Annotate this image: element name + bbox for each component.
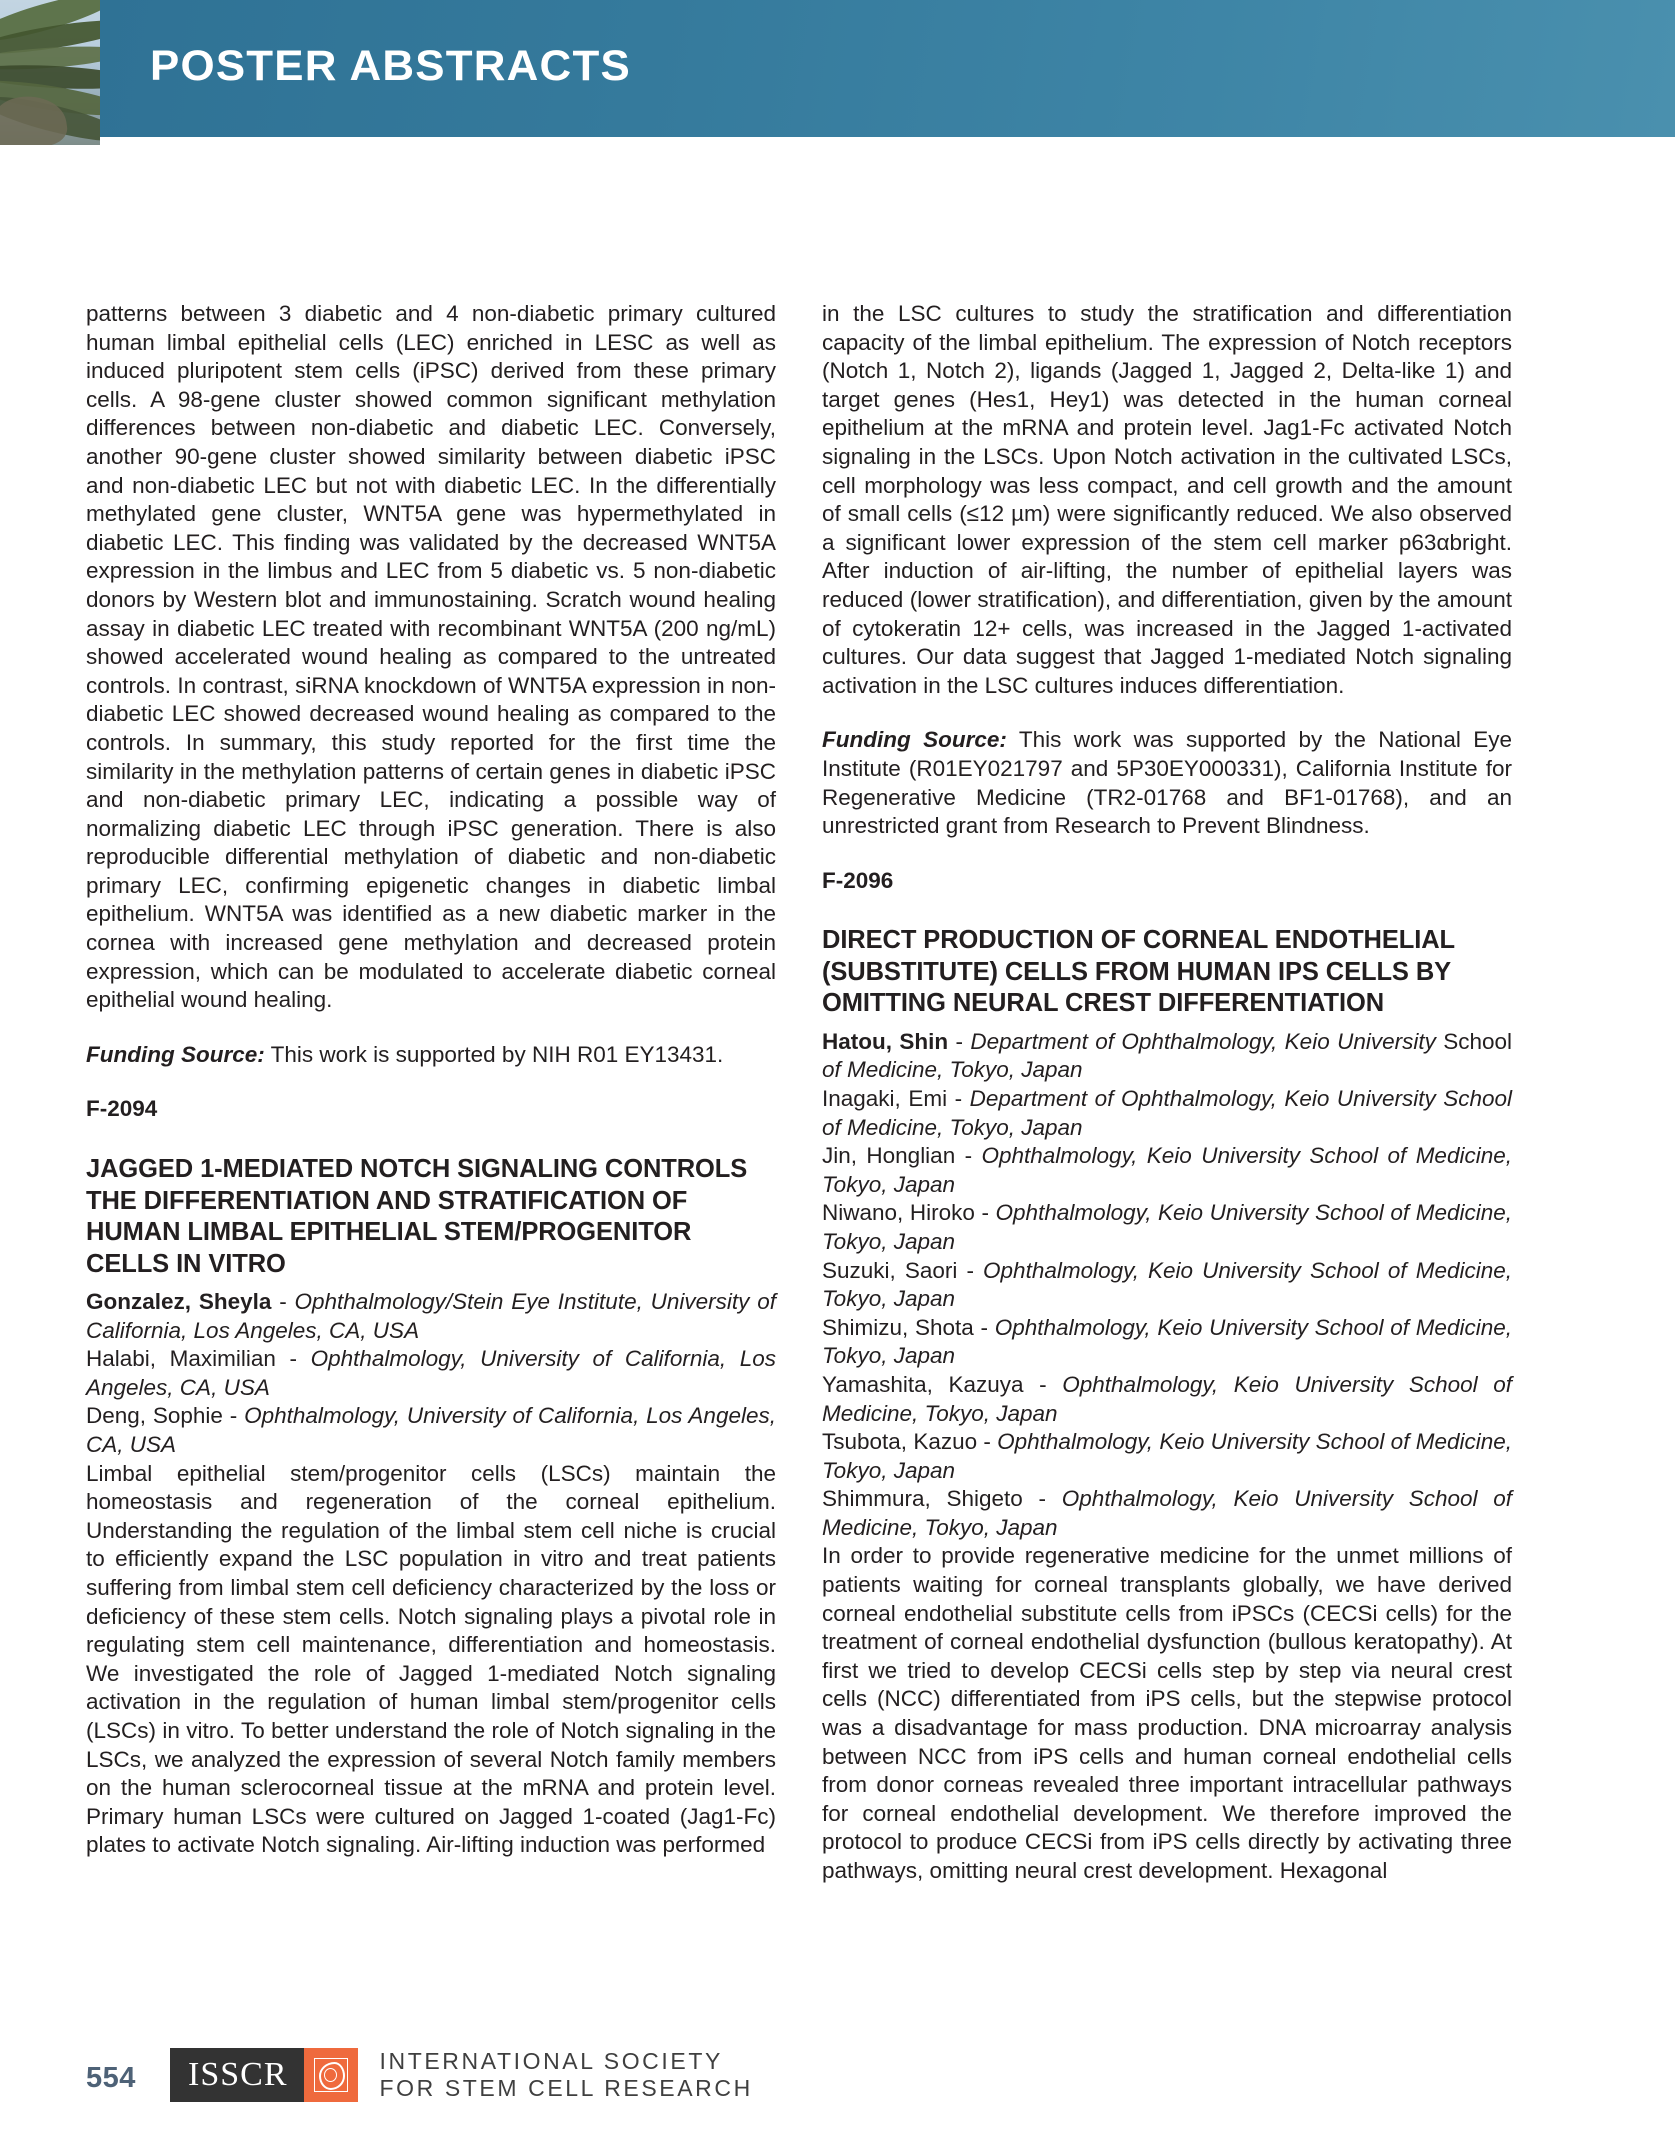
author-name: Shimmura, Shigeto xyxy=(822,1486,1023,1512)
author-affiliation: Ophthalmology, Keio University School of Medicine, Tokyo, Japan xyxy=(822,1371,1512,1426)
funding-source-label: Funding Source: xyxy=(822,727,1007,753)
author-separator: - xyxy=(947,1085,970,1111)
funding-source-text: This work is supported by NIH R01 EY13431. xyxy=(264,1041,724,1067)
author-separator: - xyxy=(955,1143,982,1169)
organization-name-line1: INTERNATIONAL SOCIETY xyxy=(379,2048,723,2074)
author-affiliation: Ophthalmology/Stein Eye Institute, University of California, Los Angeles, CA, USA xyxy=(86,1289,776,1343)
author-name: Jin, Honglian xyxy=(822,1143,956,1169)
isscr-emblem-tile xyxy=(304,2048,358,2102)
author-affiliation: Ophthalmology, University of California, Los Angeles, CA, USA xyxy=(86,1346,776,1400)
page-footer xyxy=(0,2040,1675,2110)
author-name: Niwano, Hiroko xyxy=(822,1200,975,1226)
left-column xyxy=(86,300,776,1886)
page-header-banner xyxy=(0,0,1675,145)
author-separator: - xyxy=(973,1314,995,1340)
author-separator: - xyxy=(222,1403,245,1429)
author-name: Halabi, Maximilian xyxy=(86,1346,276,1372)
author-entry xyxy=(86,1289,776,1343)
abstract-title-f2096: DIRECT PRODUCTION OF CORNEAL ENDOTHELIAL (SUBSTITUTE) CELLS FROM HUMAN IPS CELLS BY OMITTING NEURAL CREST DIFFERENTIATION xyxy=(822,926,1455,1018)
author-affiliation: Department of Ophthalmology, Keio University School of Medicine, Tokyo, Japan xyxy=(822,1085,1513,1140)
abstract-id-f2096: F-2096 xyxy=(822,867,894,893)
author-name: Deng, Sophie xyxy=(86,1403,223,1429)
isscr-logo xyxy=(170,2048,753,2102)
author-separator: - xyxy=(977,1429,998,1455)
author-separator: - xyxy=(275,1346,311,1372)
author-entry xyxy=(822,1486,1512,1540)
author-affiliation: Ophthalmology, Keio University School of Medicine, Tokyo, Japan xyxy=(822,1257,1512,1312)
author-entry xyxy=(822,1143,1512,1197)
author-name: Hatou, Shin xyxy=(822,1028,949,1054)
author-list-f2096 xyxy=(822,1028,1512,1543)
author-affiliation: Ophthalmology, Keio University School of Medicine, Tokyo, Japan xyxy=(822,1200,1512,1254)
funding-source-paragraph xyxy=(822,726,1512,840)
abstract-body-f2096: In order to provide regenerative medicine for the unmet millions of patients waiting for corneal transplants globally, we have derived corneal endothelial substitute cells from iPSCs (CECSi cells) for the treatment of corneal endothelial dysfunction (bullous keratopathy). At first we tried to develop CECSi cells step by step via neural crest cells (NCC) differentiated from iPS cells, but the stepwise protocol was a disadvantage for mass production. DNA microarray analysis between NCC from iPS cells and human corneal endothelial cells from donor corneas revealed three important intracellular pathways for corneal endothelial development. We therefore improved the protocol to produce CECSi from iPS cells directly by activating three pathways, omitting neural crest development. Hexagonal xyxy=(822,1543,1512,1883)
author-entry xyxy=(822,1200,1512,1254)
author-entry xyxy=(822,1258,1512,1312)
author-separator: - xyxy=(974,1200,996,1226)
author-affiliation: Ophthalmology, Keio University School of Medicine, Tokyo, Japan xyxy=(822,1143,1512,1197)
author-entry xyxy=(822,1029,1512,1083)
abstract-id-f2094: F-2094 xyxy=(86,1096,158,1122)
author-affiliation-part1: Department of Ophthalmology, Keio University xyxy=(970,1028,1444,1054)
author-affiliation-part2: of Medicine, Tokyo, Japan xyxy=(822,1057,1083,1083)
funding-source-paragraph xyxy=(86,1041,776,1070)
author-entry xyxy=(822,1429,1512,1483)
author-separator: - xyxy=(1023,1371,1063,1397)
author-list-f2094 xyxy=(86,1288,776,1460)
author-entry xyxy=(822,1315,1512,1369)
author-separator: - xyxy=(1022,1486,1062,1512)
author-name: Suzuki, Saori xyxy=(822,1257,958,1283)
funding-source-text: This work was supported by the National Eye Institute (R01EY021797 and 5P30EY000331), California Institute for Regenerative Medicine (TR2-01768 and BF1-01768), and an unrestricted grant from Research to Prevent Blindness. xyxy=(822,727,1512,839)
organization-name xyxy=(380,2048,753,2102)
author-separator: - xyxy=(271,1289,295,1315)
continued-abstract-paragraph: in the LSC cultures to study the stratification and differentiation capacity of the limbal epithelium. The expression of Notch receptors (Notch 1, Notch 2), ligands (Jagged 1, Jagged 2, Delta-like 1) and target genes (Hes1, Hey1) was detected in the human corneal epithelium at the mRNA and protein level. Jag1-Fc activated Notch signaling in the LSCs. Upon Notch activation in the cultivated LSCs, cell morphology was less compact, and cell growth and the amount of small cells (≤12 µm) were significantly reduced. We also observed a significant lower expression of the stem cell marker p63αbright. After induction of air-lifting, the number of epithelial layers was reduced (lower stratification), and differentiation, given by the amount of cytokeratin 12+ cells, was increased in the Jagged 1-activated cultures. Our data suggest that Jagged 1-mediated Notch signaling activation in the LSC cultures induces differentiation. xyxy=(822,301,1512,698)
author-separator: - xyxy=(948,1028,971,1054)
author-affiliation: Ophthalmology, Keio University School of Medicine, Tokyo, Japan xyxy=(822,1314,1512,1369)
author-name: Tsubota, Kazuo xyxy=(822,1429,978,1455)
palm-tree-photo xyxy=(0,0,100,145)
author-separator: - xyxy=(957,1257,984,1283)
abstract-body-f2094: Limbal epithelial stem/progenitor cells (LSCs) maintain the homeostasis and regeneration of the corneal epithelium. Understanding the regulation of the limbal stem cell niche is crucial to efficiently expand the LSC population in vitro and treat patients suffering from limbal stem cell deficiency characterized by the loss or deficiency of these stem cells. Notch signaling plays a pivotal role in regulating stem cell maintenance, differentiation and homeostasis. We investigated the role of Jagged 1-mediated Notch signaling activation in the regulation of human limbal stem/progenitor cells (LSCs) in vitro. To better understand the role of Notch signaling in the LSCs, we analyzed the expression of several Notch family members on the human sclerocorneal tissue at the mRNA and protein level. Primary human LSCs were cultured on Jagged 1-coated (Jag1-Fc) plates to activate Notch signaling. Air-lifting induction was performed xyxy=(86,1460,776,1858)
abstract-title-f2094: JAGGED 1-MEDIATED NOTCH SIGNALING CONTROLS THE DIFFERENTIATION AND STRATIFICATION OF HUMAN LIMBAL EPITHELIAL STEM/PROGENITOR CELLS IN VITRO xyxy=(86,1155,748,1278)
author-affiliation: Ophthalmology, Keio University School of Medicine, Tokyo, Japan xyxy=(822,1486,1513,1540)
author-name: Shimizu, Shota xyxy=(822,1314,974,1340)
organization-name-line2: FOR STEM CELL RESEARCH xyxy=(379,2075,753,2101)
right-column xyxy=(822,300,1512,1912)
author-entry xyxy=(86,1403,776,1457)
isscr-wordmark: ISSCR xyxy=(170,2048,304,2102)
page-title: POSTER ABSTRACTS xyxy=(150,42,631,90)
author-affiliation-upright: School xyxy=(1443,1028,1512,1054)
author-entry xyxy=(822,1372,1512,1426)
author-entry xyxy=(822,1086,1512,1140)
continued-abstract-paragraph: patterns between 3 diabetic and 4 non-diabetic primary cultured human limbal epithelial cells (LEC) enriched in LESC as well as induced pluripotent stem cells (iPSC) derived from these primary cells. A 98-gene cluster showed common significant methylation differences between non-diabetic and diabetic LEC. Conversely, another 90-gene cluster showed similarity between diabetic iPSC and non-diabetic LEC but not with diabetic LEC. In the differentially methylated gene cluster, WNT5A gene was hypermethylated in diabetic LEC. This finding was validated by the decreased WNT5A expression in the limbus and LEC from 5 diabetic vs. 5 non-diabetic donors by Western blot and immunostaining. Scratch wound healing assay in diabetic LEC treated with recombinant WNT5A (200 ng/mL) showed accelerated wound healing as compared to the untreated controls. In contrast, siRNA knockdown of WNT5A expression in non-diabetic LEC showed decreased wound healing as compared to the controls. In summary, this study reported for the first time the similarity in the methylation patterns of certain genes in diabetic iPSC and non-diabetic primary LEC, indicating a possible way of normalizing diabetic LEC through iPSC generation. There is also reproducible differential methylation of diabetic and non-diabetic primary LEC, confirming epigenetic changes in diabetic limbal epithelium. WNT5A was identified as a new diabetic marker in the cornea with increased gene methylation and decreased protein expression, which can be modulated to accelerate diabetic corneal epithelial wound healing. xyxy=(86,301,776,1013)
page-number: 554 xyxy=(86,2062,136,2094)
author-affiliation: Ophthalmology, University of California, Los Angeles, CA, USA xyxy=(86,1403,776,1457)
author-name: Gonzalez, Sheyla xyxy=(86,1289,272,1315)
funding-source-label: Funding Source: xyxy=(86,1041,265,1067)
stem-cell-icon xyxy=(314,2058,348,2092)
author-affiliation: Ophthalmology, Keio University School of Medicine, Tokyo, Japan xyxy=(822,1429,1513,1483)
author-name: Inagaki, Emi xyxy=(822,1085,948,1111)
author-entry xyxy=(86,1346,776,1400)
author-name: Yamashita, Kazuya xyxy=(822,1371,1024,1397)
